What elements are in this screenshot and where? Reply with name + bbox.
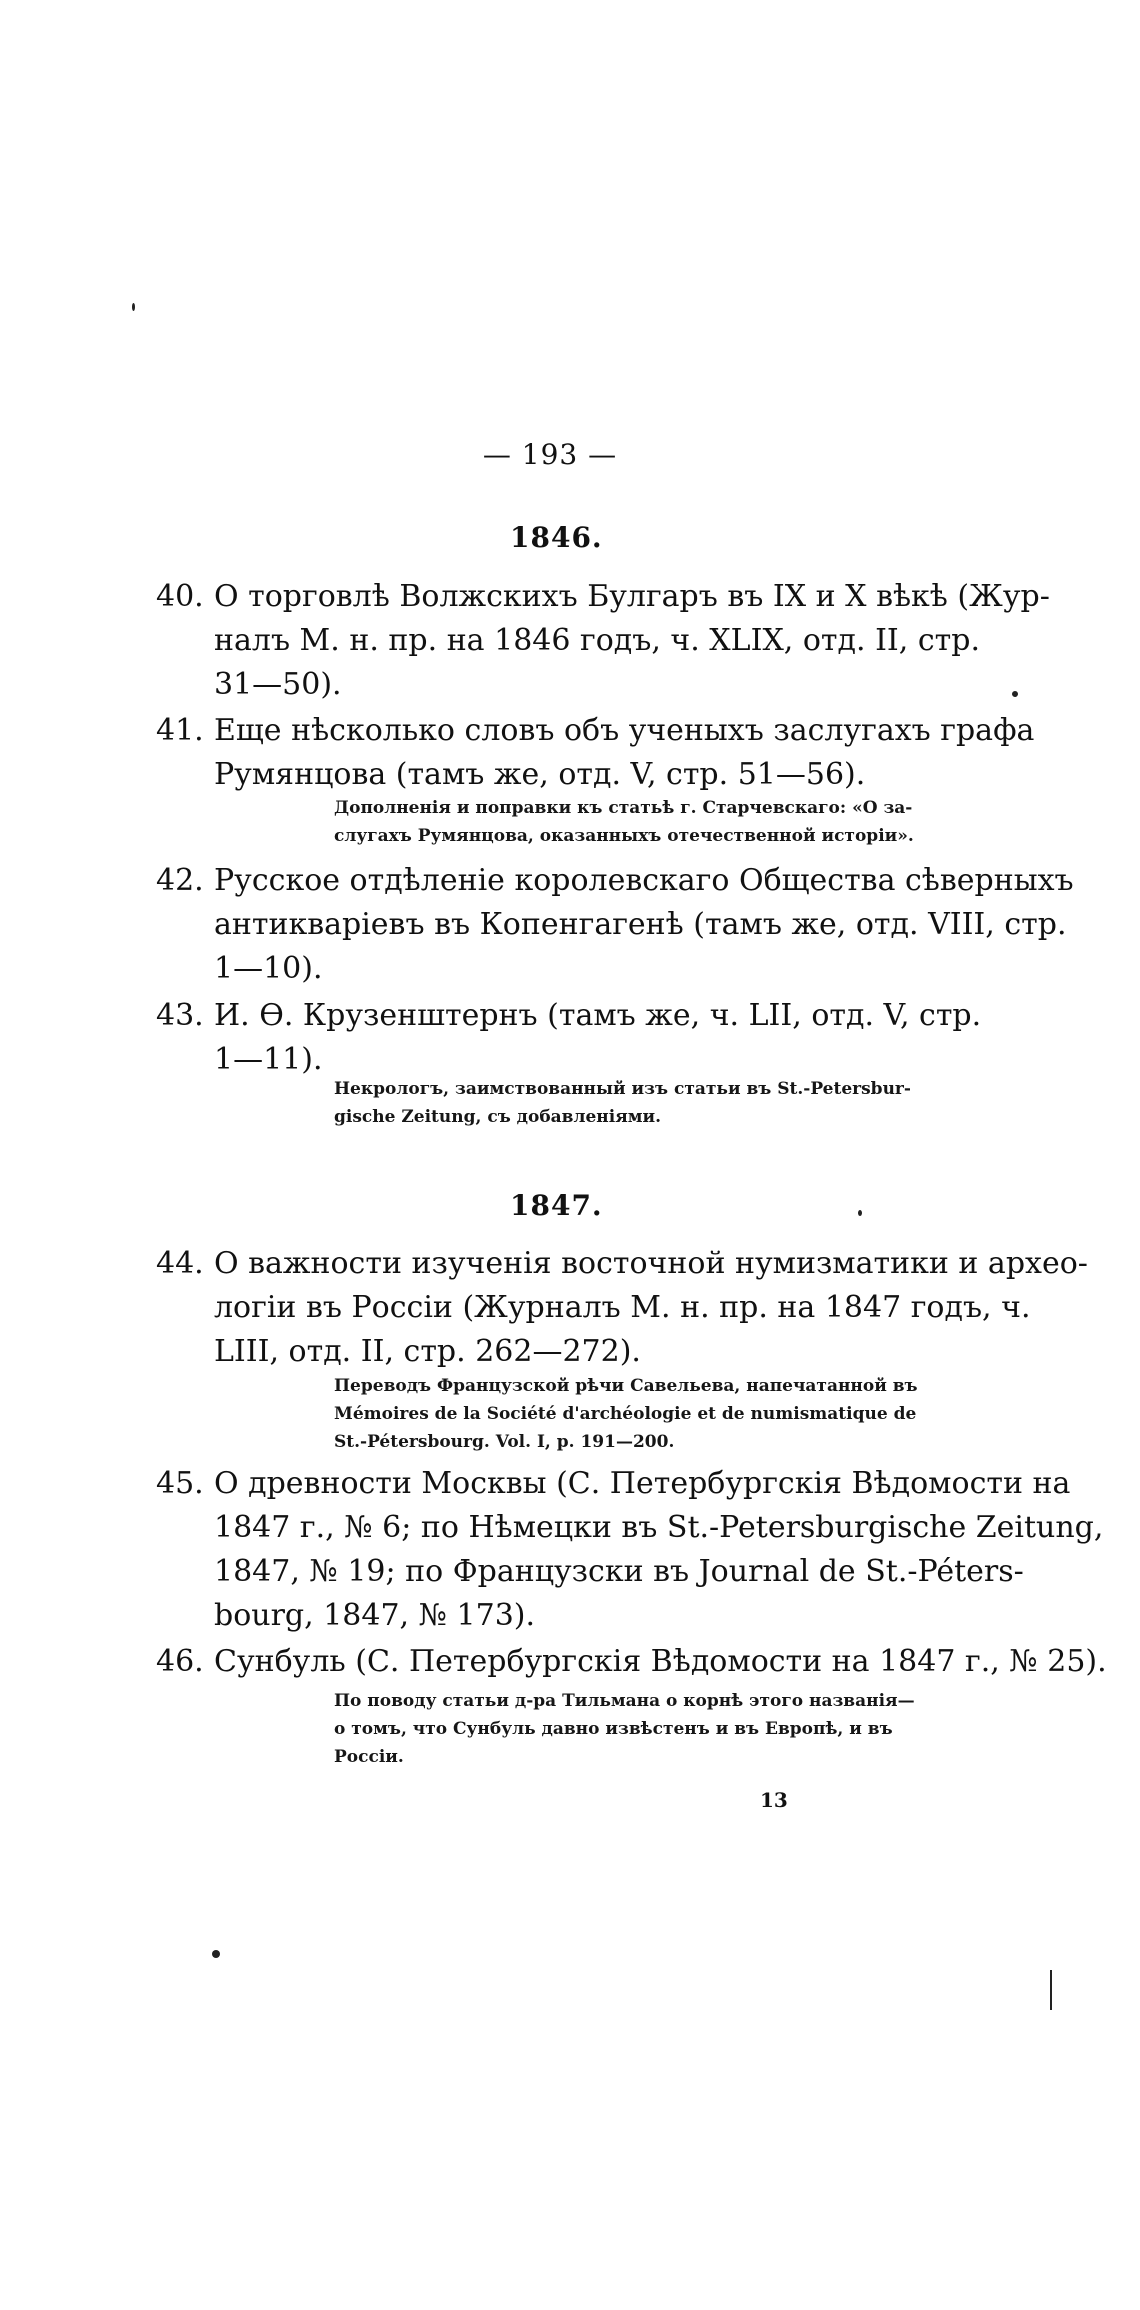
scan-speck-icon — [1050, 1970, 1052, 2010]
bibliography-entry-41 — [156, 709, 1035, 797]
entry-number: 43. — [156, 998, 204, 1033]
year-heading-1847: 1847. — [510, 1189, 603, 1222]
scan-speck-icon — [132, 303, 135, 311]
entry-line: 31—50). — [214, 667, 342, 702]
entry-note-41 — [334, 794, 914, 850]
entry-line: налъ М. н. пр. на 1846 годъ, ч. XLIX, отд. II, стр. — [214, 623, 980, 658]
entry-line: О важности изученія восточной нумизматики и архео- — [214, 1246, 1088, 1281]
bibliography-entry-40 — [156, 575, 1050, 707]
entry-line: 1—11). — [214, 1042, 323, 1077]
entry-line: И. Ѳ. Крузенштернъ (тамъ же, ч. LII, отд. V, стр. — [214, 998, 982, 1033]
scan-speck-icon — [212, 1950, 220, 1958]
page-number-header: — 193 — — [482, 438, 618, 471]
year-heading-1846: 1846. — [510, 521, 603, 554]
entry-number: 44. — [156, 1246, 204, 1281]
entry-line: LIII, отд. II, стр. 262—272). — [214, 1334, 641, 1369]
page-footer-signature: 13 — [760, 1788, 788, 1812]
entry-line: bourg, 1847, № 173). — [214, 1598, 536, 1633]
entry-line: 1847, № 19; по Французски въ Journal de St.-Péters- — [214, 1554, 1024, 1589]
note-line: Некрологъ, заимствованный изъ статьи въ St.-Petersbur- — [334, 1079, 911, 1099]
bibliography-entry-44 — [156, 1242, 1088, 1374]
entry-line: О торговлѣ Волжскихъ Булгаръ въ IX и X вѣкѣ (Жур- — [214, 579, 1050, 614]
entry-number: 46. — [156, 1644, 204, 1679]
entry-note-44 — [334, 1372, 918, 1456]
entry-number: 42. — [156, 863, 204, 898]
scan-speck-icon — [858, 1210, 862, 1216]
bibliography-entry-46 — [156, 1640, 1107, 1684]
entry-number: 40. — [156, 579, 204, 614]
note-line: Дополненія и поправки къ статьѣ г. Старчевскаго: «О за- — [334, 798, 913, 818]
entry-number: 41. — [156, 713, 204, 748]
bibliography-entry-42 — [156, 859, 1074, 991]
entry-line: О древности Москвы (С. Петербургскія Вѣдомости на — [214, 1466, 1071, 1501]
entry-line: 1—10). — [214, 951, 323, 986]
entry-line: логіи въ Россіи (Журналъ М. н. пр. на 1847 годъ, ч. — [214, 1290, 1031, 1325]
note-line: St.-Pétersbourg. Vol. I, p. 191—200. — [334, 1432, 675, 1452]
note-line: По поводу статьи д-ра Тильмана о корнѣ этого названія— — [334, 1691, 915, 1711]
entry-number: 45. — [156, 1466, 204, 1501]
bibliography-entry-45 — [156, 1462, 1104, 1638]
entry-line: Русское отдѣленіе королевскаго Общества сѣверныхъ — [214, 863, 1074, 898]
entry-line: Румянцова (тамъ же, отд. V, стр. 51—56). — [214, 757, 866, 792]
note-line: о томъ, что Сунбуль давно извѣстенъ и въ Европѣ, и въ — [334, 1719, 893, 1739]
note-line: Переводъ Французской рѣчи Савельева, напечатанной въ — [334, 1376, 918, 1396]
bibliography-entry-43 — [156, 994, 982, 1082]
scan-speck-icon — [1012, 691, 1018, 697]
entry-line: антикваріевъ въ Копенгагенѣ (тамъ же, отд. VIII, стр. — [214, 907, 1067, 942]
entry-note-46 — [334, 1687, 915, 1771]
entry-line: 1847 г., № 6; по Нѣмецки въ St.-Petersburgische Zeitung, — [214, 1510, 1104, 1545]
note-line: gische Zeitung, съ добавленіями. — [334, 1107, 662, 1127]
entry-line: Сунбуль (С. Петербургскія Вѣдомости на 1847 г., № 25). — [214, 1644, 1107, 1679]
note-line: Россіи. — [334, 1747, 404, 1767]
entry-note-43 — [334, 1075, 911, 1131]
entry-line: Еще нѣсколько словъ объ ученыхъ заслугахъ графа — [214, 713, 1035, 748]
note-line: слугахъ Румянцова, оказанныхъ отечественной исторіи». — [334, 826, 914, 846]
note-line: Mémoires de la Société d'archéologie et de numismatique de — [334, 1404, 917, 1424]
